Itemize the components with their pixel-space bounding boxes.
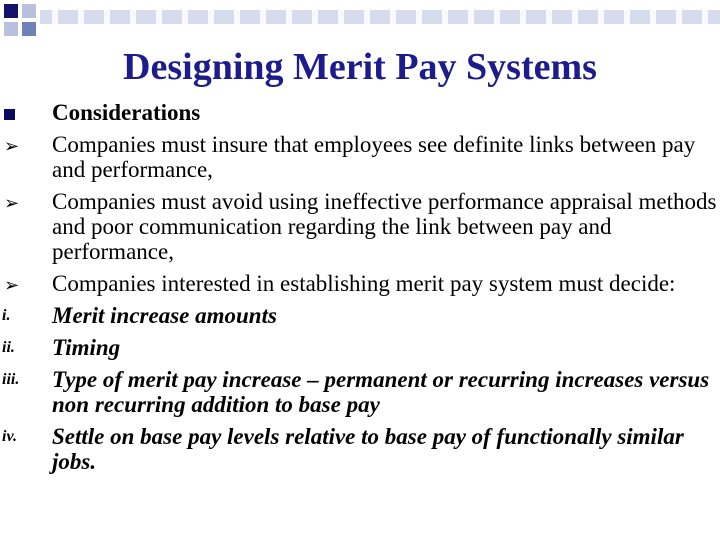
decision-text: Timing [52,335,121,360]
roman-numeral: ii. [2,339,15,356]
arrow-bullet-icon: ➢ [4,136,20,157]
slide-title: Designing Merit Pay Systems [123,46,597,88]
slide-content [0,100,720,474]
decision-item [0,367,720,417]
bullet-text: Companies must avoid using ineffective performance appraisal methods and poor communication regarding the link between pay and performance, [52,189,717,264]
arrow-bullet-icon: ➢ [4,275,20,296]
roman-numeral: i. [2,307,11,324]
bullet-text: Companies interested in establishing merit pay system must decide: [52,271,676,296]
bullet-item [0,189,720,264]
bullet-text: Considerations [52,100,201,125]
decision-text: Settle on base pay levels relative to base pay of functionally similar jobs. [52,424,684,474]
decision-text: Type of merit pay increase – permanent or recurring increases versus non recurring addition to base pay [52,367,710,417]
square-bullet-icon [2,100,42,125]
bullet-item [0,132,720,182]
arrow-bullet-icon: ➢ [4,193,20,214]
bullet-text: Companies must insure that employees see definite links between pay and performance, [52,132,696,182]
decision-item [0,335,720,360]
bullet-item [0,100,720,125]
decision-text: Merit increase amounts [52,303,277,328]
bullet-item [0,271,720,296]
roman-numeral: iii. [2,371,20,388]
header-decoration [0,0,720,40]
decision-item [0,424,720,474]
decision-item [0,303,720,328]
roman-numeral: iv. [2,428,17,445]
